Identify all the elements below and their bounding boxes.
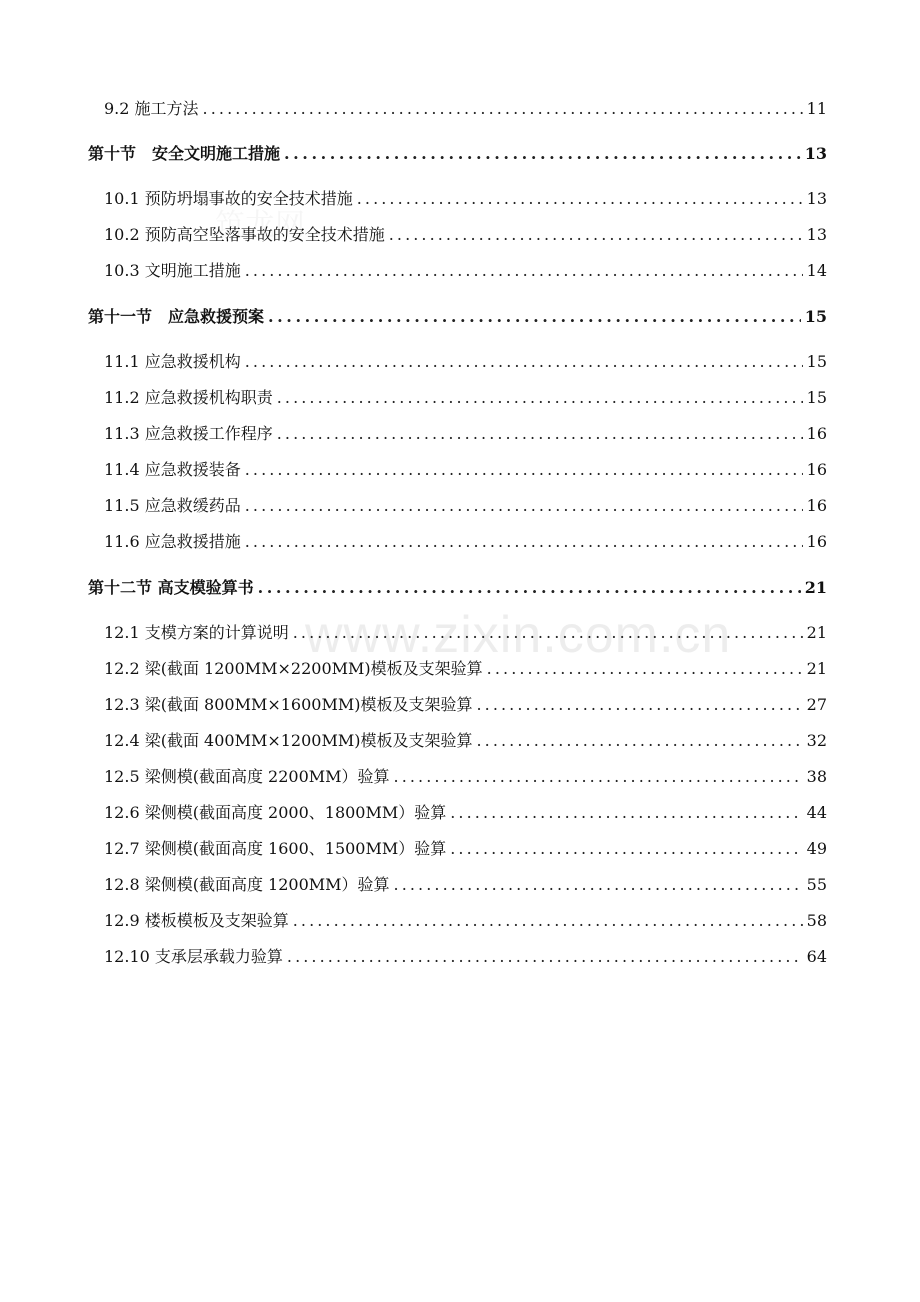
toc-title: 10.2 预防高空坠落事故的安全技术措施 <box>104 225 385 244</box>
toc-title: 11.5 应急救缓药品 <box>104 496 241 515</box>
toc-leader <box>245 531 803 553</box>
toc-title: 第十一节 应急救援预案 <box>88 307 265 326</box>
toc-leader <box>450 802 802 824</box>
watermark: www.zixin.com.cn <box>305 606 732 664</box>
toc-page: 55 <box>806 875 827 894</box>
toc-entry[interactable] <box>104 387 827 409</box>
toc-title: 11.3 应急救援工作程序 <box>104 424 273 443</box>
toc-leader <box>389 224 803 246</box>
toc-title: 12.8 梁侧模(截面高度 1200MM）验算 <box>104 875 390 894</box>
toc-entry[interactable] <box>104 423 827 445</box>
toc-leader <box>487 658 803 680</box>
toc-leader <box>245 260 803 282</box>
toc-page: 11 <box>806 99 827 118</box>
toc-entry[interactable] <box>104 260 827 282</box>
toc-entry[interactable] <box>104 658 827 680</box>
toc-page: 21 <box>804 578 827 597</box>
toc-entry[interactable] <box>104 351 827 373</box>
toc-leader <box>357 188 803 210</box>
toc-page: 49 <box>806 839 827 858</box>
toc-entry[interactable] <box>104 694 827 716</box>
toc-leader <box>277 387 803 409</box>
toc-leader <box>450 838 802 860</box>
toc-leader <box>476 694 802 716</box>
toc-leader <box>293 910 803 932</box>
toc-entry[interactable] <box>104 766 827 788</box>
toc-leader <box>394 766 803 788</box>
toc-page: 58 <box>806 911 827 930</box>
toc-title: 10.1 预防坍塌事故的安全技术措施 <box>104 189 353 208</box>
toc-title: 12.10 支承层承载力验算 <box>104 947 283 966</box>
toc-page: 15 <box>804 307 827 326</box>
toc-entry[interactable] <box>104 838 827 860</box>
toc-title: 12.4 梁(截面 400MM×1200MM)模板及支架验算 <box>104 731 473 750</box>
toc-page: 13 <box>804 144 827 163</box>
toc-page: 32 <box>806 731 827 750</box>
toc-title: 9.2 施工方法 <box>104 99 199 118</box>
toc-title: 第十节 安全文明施工措施 <box>88 144 281 163</box>
toc-entry[interactable] <box>104 224 827 246</box>
toc-title: 11.2 应急救援机构职责 <box>104 388 273 407</box>
toc-page: 64 <box>806 947 827 966</box>
toc-entry[interactable] <box>104 730 827 752</box>
toc-page: 13 <box>806 189 827 208</box>
toc-title: 12.1 支模方案的计算说明 <box>104 623 289 642</box>
toc-page: 15 <box>806 388 827 407</box>
toc-leader <box>268 306 801 328</box>
toc-title: 10.3 文明施工措施 <box>104 261 241 280</box>
toc-leader <box>203 98 803 120</box>
toc-title: 第十二节 高支模验算书 <box>88 578 254 597</box>
toc-entry[interactable] <box>104 946 827 968</box>
toc-title: 12.6 梁侧模(截面高度 2000、1800MM）验算 <box>104 803 447 822</box>
toc-page: 38 <box>806 767 827 786</box>
toc-title: 11.4 应急救援装备 <box>104 460 241 479</box>
toc-title: 12.2 梁(截面 1200MM×2200MM)模板及支架验算 <box>104 659 483 678</box>
toc-entry[interactable] <box>104 459 827 481</box>
toc-page: 15 <box>806 352 827 371</box>
toc-leader <box>245 459 803 481</box>
toc-leader <box>284 143 801 165</box>
toc-page: 13 <box>806 225 827 244</box>
toc-entry[interactable] <box>104 622 827 644</box>
toc-page: 44 <box>806 803 827 822</box>
toc-title: 12.7 梁侧模(截面高度 1600、1500MM）验算 <box>104 839 447 858</box>
toc-title: 11.6 应急救援措施 <box>104 532 241 551</box>
toc-page: 21 <box>806 659 827 678</box>
toc-page: 16 <box>806 496 827 515</box>
toc-leader <box>245 351 803 373</box>
toc-section[interactable] <box>88 577 827 599</box>
toc-leader <box>394 874 803 896</box>
toc-section[interactable] <box>88 306 827 328</box>
toc-entry[interactable] <box>104 874 827 896</box>
toc-leader <box>277 423 803 445</box>
toc-page: 16 <box>806 460 827 479</box>
toc-title: 12.5 梁侧模(截面高度 2200MM）验算 <box>104 767 390 786</box>
toc-entry[interactable] <box>104 495 827 517</box>
toc-entry[interactable] <box>104 188 827 210</box>
toc-leader <box>258 577 801 599</box>
toc-page: 21 <box>806 623 827 642</box>
toc-leader <box>245 495 803 517</box>
toc-leader <box>287 946 803 968</box>
toc-page: 27 <box>806 695 827 714</box>
toc-leader <box>293 622 803 644</box>
toc-leader <box>476 730 802 752</box>
toc-page: 16 <box>806 532 827 551</box>
toc-entry[interactable] <box>104 98 827 120</box>
toc-title: 12.3 梁(截面 800MM×1600MM)模板及支架验算 <box>104 695 473 714</box>
toc-page: 14 <box>806 261 827 280</box>
toc-entry[interactable] <box>104 531 827 553</box>
toc-entry[interactable] <box>104 910 827 932</box>
toc-section[interactable] <box>88 143 827 165</box>
toc-page: 16 <box>806 424 827 443</box>
toc-entry[interactable] <box>104 802 827 824</box>
toc-title: 12.9 楼板模板及支架验算 <box>104 911 289 930</box>
toc-title: 11.1 应急救援机构 <box>104 352 241 371</box>
